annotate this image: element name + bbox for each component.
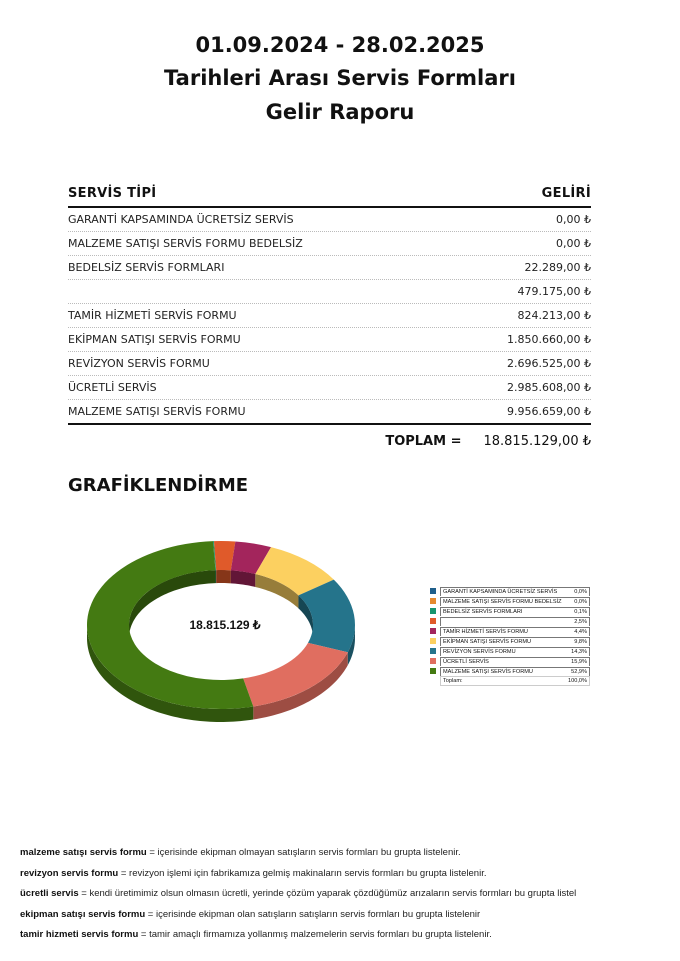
donut-inner-2 bbox=[215, 570, 216, 583]
column-header-income: GELİRİ bbox=[541, 186, 591, 201]
legend-percent: 15,9% bbox=[571, 658, 587, 665]
table-row bbox=[68, 280, 591, 304]
row-type: MALZEME SATIŞI SERVİS FORMU bbox=[68, 405, 246, 418]
legend-percent: 52,9% bbox=[571, 668, 587, 675]
legend-total-label: Toplam: bbox=[443, 678, 463, 684]
legend-percent: 0,0% bbox=[574, 588, 587, 595]
note-line bbox=[20, 887, 670, 908]
row-income: 22.289,00 ₺ bbox=[524, 261, 591, 274]
row-income: 0,00 ₺ bbox=[556, 213, 591, 226]
table-row bbox=[68, 376, 591, 400]
legend-cell bbox=[440, 617, 590, 626]
row-income: 479.175,00 ₺ bbox=[517, 285, 591, 298]
note-term: tamir hizmeti servis formu bbox=[20, 929, 139, 940]
table-header bbox=[68, 186, 591, 208]
legend-item bbox=[430, 646, 590, 656]
note-line bbox=[20, 867, 670, 888]
legend-swatch bbox=[430, 598, 436, 604]
chart-section-title: GRAFİKLENDİRME bbox=[68, 475, 249, 496]
legend-cell bbox=[440, 657, 590, 666]
legend-item bbox=[430, 656, 590, 666]
total-line bbox=[68, 434, 591, 449]
legend-swatch bbox=[430, 668, 436, 674]
legend-cell bbox=[440, 627, 590, 636]
legend-swatch bbox=[430, 638, 436, 644]
row-type: GARANTİ KAPSAMINDA ÜCRETSİZ SERVİS bbox=[68, 213, 294, 226]
legend-cell bbox=[440, 587, 590, 596]
report-subtitle: Tarihleri Arası Servis Formları bbox=[164, 66, 516, 90]
note-line bbox=[20, 846, 670, 867]
legend-cell bbox=[440, 647, 590, 656]
legend-swatch bbox=[430, 608, 436, 614]
legend-label: ÜCRETLİ SERVİS bbox=[443, 658, 489, 665]
legend-item bbox=[430, 586, 590, 596]
note-term: ücretli servis bbox=[20, 888, 79, 899]
row-income: 9.956.659,00 ₺ bbox=[507, 405, 591, 418]
note-text: = revizyon işlemi için fabrikamıza gelmiş makinaların servis formları bu grupta listelenir. bbox=[118, 867, 487, 879]
table-row bbox=[68, 256, 591, 280]
legend-label: REVİZYON SERVİS FORMU bbox=[443, 648, 516, 655]
table-row bbox=[68, 208, 591, 232]
legend-swatch bbox=[430, 618, 436, 624]
legend-label: MALZEME SATIŞI SERVİS FORMU BEDELSİZ bbox=[443, 598, 562, 605]
legend-percent: 4,4% bbox=[574, 628, 587, 635]
notes-section bbox=[20, 846, 670, 949]
row-income: 824.213,00 ₺ bbox=[517, 309, 591, 322]
legend-swatch bbox=[430, 588, 436, 594]
total-label: TOPLAM = bbox=[385, 434, 462, 449]
donut-inner-3 bbox=[216, 570, 231, 583]
note-text: = içerisinde ekipman olmayan satışların servis formları bu grupta listelenir. bbox=[146, 847, 461, 858]
legend-total-value: 100,0% bbox=[568, 678, 587, 684]
legend-total bbox=[430, 676, 590, 686]
note-term: malzeme satışı servis formu bbox=[20, 847, 147, 858]
table-row bbox=[68, 304, 591, 328]
legend-cell bbox=[440, 676, 590, 686]
legend-percent: 0,1% bbox=[574, 608, 587, 615]
legend-item bbox=[430, 666, 590, 676]
legend-swatch bbox=[430, 648, 436, 654]
legend-percent: 9,8% bbox=[574, 638, 587, 645]
table-row bbox=[68, 352, 591, 376]
row-type: ÜCRETLİ SERVİS bbox=[68, 381, 157, 394]
legend-label: GARANTİ KAPSAMINDA ÜCRETSİZ SERVİS bbox=[443, 588, 558, 595]
legend-percent: 0,0% bbox=[574, 598, 587, 605]
row-type: REVİZYON SERVİS FORMU bbox=[68, 357, 210, 370]
legend-cell bbox=[440, 607, 590, 616]
row-type: BEDELSİZ SERVİS FORMLARI bbox=[68, 261, 225, 274]
chart-center-label: 18.815.129 ₺ bbox=[189, 618, 261, 632]
report-title: Gelir Raporu bbox=[265, 100, 415, 124]
total-value: 18.815.129,00 ₺ bbox=[483, 434, 591, 449]
legend-cell bbox=[440, 597, 590, 606]
note-text: = içerisinde ekipman olan satışların satışların servis formları bu grupta listelenir bbox=[145, 908, 481, 920]
legend-cell bbox=[440, 637, 590, 646]
row-income: 1.850.660,00 ₺ bbox=[507, 333, 591, 346]
legend-item bbox=[430, 616, 590, 626]
row-income: 2.696.525,00 ₺ bbox=[507, 357, 591, 370]
table-row bbox=[68, 400, 591, 425]
legend-percent: 2,5% bbox=[574, 618, 587, 625]
table-row bbox=[68, 328, 591, 352]
note-term: revizyon servis formu bbox=[20, 867, 119, 879]
legend-label: EKİPMAN SATIŞI SERVİS FORMU bbox=[443, 638, 532, 645]
table-row bbox=[68, 232, 591, 256]
legend-item bbox=[430, 626, 590, 636]
legend-label: TAMİR HİZMETİ SERVİS FORMU bbox=[443, 628, 528, 635]
note-text: = kendi üretimimiz olsun olmasın ücretli, yerinde çözüm yaparak çözdüğümüz arızaların servis formları bu grupta listel bbox=[78, 888, 577, 899]
report-date-range: 01.09.2024 - 28.02.2025 bbox=[195, 33, 485, 57]
row-income: 2.985.608,00 ₺ bbox=[507, 381, 591, 394]
legend-item bbox=[430, 636, 590, 646]
column-header-type: SERVİS TİPİ bbox=[68, 186, 157, 201]
chart-legend bbox=[430, 586, 590, 686]
row-type: EKİPMAN SATIŞI SERVİS FORMU bbox=[68, 333, 241, 346]
legend-cell bbox=[440, 667, 590, 676]
row-income: 0,00 ₺ bbox=[556, 237, 591, 250]
donut-chart bbox=[80, 525, 370, 740]
income-table bbox=[68, 186, 591, 425]
note-text: = tamir amaçlı firmamıza yollanmış malzemelerin servis formları bu grupta listelenir. bbox=[138, 929, 492, 940]
row-type: MALZEME SATIŞI SERVİS FORMU BEDELSİZ bbox=[68, 237, 303, 250]
note-line bbox=[20, 928, 670, 949]
row-type: TAMİR HİZMETİ SERVİS FORMU bbox=[68, 309, 237, 322]
legend-item bbox=[430, 596, 590, 606]
note-term: ekipman satışı servis formu bbox=[20, 908, 146, 920]
legend-swatch bbox=[430, 628, 436, 634]
note-line bbox=[20, 908, 670, 929]
legend-swatch bbox=[430, 658, 436, 664]
legend-swatch-blank bbox=[430, 678, 436, 684]
legend-item bbox=[430, 606, 590, 616]
legend-percent: 14,3% bbox=[571, 648, 587, 655]
legend-label: BEDELSİZ SERVİS FORMLARI bbox=[443, 608, 523, 615]
legend-label: MALZEME SATIŞI SERVİS FORMU bbox=[443, 668, 533, 675]
